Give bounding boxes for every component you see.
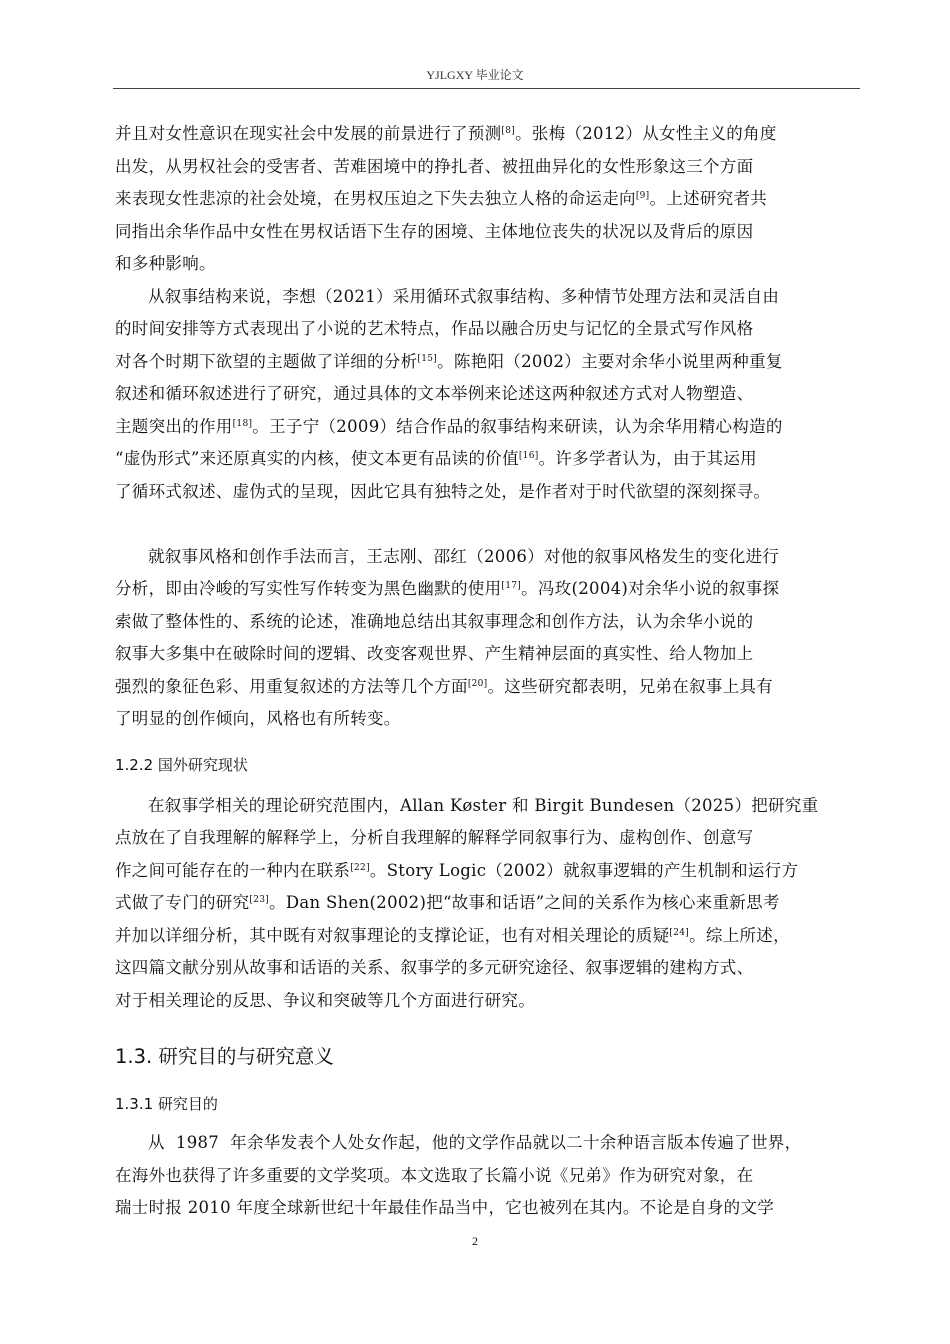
paragraph-female-consciousness [115, 118, 860, 281]
citation-ref: [16] [518, 451, 539, 461]
text-line: 在叙事学相关的理论研究范围内，Allan Køster 和 Birgit Bundesen（2025）把研究重 [148, 795, 819, 815]
heading-spacer [115, 736, 860, 754]
text-line: 和多种影响。 [115, 254, 216, 273]
paragraph-foreign-research [115, 790, 860, 1018]
text-line: 主题突出的作用[18]。王子宁（2009）结合作品的叙事结构来研读，认为余华用精心构造的 [115, 416, 783, 436]
citation-ref: [23] [249, 895, 270, 905]
text-line: 作之间可能存在的一种内在联系[22]。Story Logic（2002）就叙事逻辑的产生机制和运行方 [115, 860, 799, 880]
section-heading-1-3: 1.3. 研究目的与研究意义 [115, 1045, 334, 1068]
text-line: 索做了整体性的、系统的论述，准确地总结出其叙事理念和创作方法，认为余华小说的 [115, 611, 754, 631]
page-number: 2 [472, 1234, 478, 1248]
text-line: 并加以详细分析，其中既有对叙事理论的支撑论证，也有对相关理论的质疑[24]。综上所述， [115, 925, 790, 945]
text-line: 就叙事风格和创作手法而言，王志刚、邵红（2006）对他的叙事风格发生的变化进行 [148, 546, 780, 566]
text-line: 瑞士时报 2010 年度全球新世纪十年最佳作品当中，它也被列在其内。不论是自身的文学 [115, 1198, 775, 1217]
text-line: 来表现女性悲凉的社会处境，在男权压迫之下失去独立人格的命运走向[9]。上述研究者共 [115, 189, 768, 208]
text-line: 式做了专门的研究[23]。Dan Shen(2002)把“故事和话语”之间的关系作为核心来重新思考 [115, 893, 780, 912]
text-line: 这四篇文献分别从故事和话语的关系、叙事学的多元研究途径、叙事逻辑的建构方式、 [115, 958, 754, 977]
heading-spacer [115, 1017, 860, 1041]
citation-ref: [22] [350, 862, 370, 873]
heading-spacer [115, 775, 860, 790]
section-heading-1-3-1: 1.3.1 研究目的 [115, 1095, 218, 1113]
page-body [115, 118, 860, 1225]
citation-ref: [18] [232, 418, 253, 429]
header-title: YJLGXY 毕业论文 [426, 68, 524, 82]
text-line: 了循环式叙述、虚伪式的呈现，因此它具有独特之处，是作者对于时代欲望的深刻探寻。 [115, 481, 771, 501]
text-line: 的时间安排等方式表现出了小说的艺术特点，作品以融合历史与记忆的全景式写作风格 [115, 319, 754, 338]
text-line: 从叙事结构来说，李想（2021）采用循环式叙事结构、多种情节处理方法和灵活自由 [148, 286, 780, 306]
paragraph-narrative-style [115, 541, 860, 736]
text-line: 了明显的创作倾向，风格也有所转变。 [115, 709, 401, 728]
text-line: 分析，即由冷峻的写实性写作转变为黑色幽默的使用[17]。冯玫(2004)对余华小说的叙事探 [115, 579, 780, 598]
citation-ref: [20] [467, 678, 488, 689]
citation-ref: [8] [501, 126, 516, 136]
text-line: 同指出余华作品中女性在男权话语下生存的困境、主体地位丧失的状况以及背后的原因 [115, 221, 754, 241]
heading-spacer [115, 1114, 860, 1127]
text-line: 叙事大多集中在破除时间的逻辑、改变客观世界、产生精神层面的真实性、给人物加上 [115, 644, 754, 663]
text-line: “虚伪形式”来还原真实的内核，使文本更有品读的价值[16]。许多学者认为，由于其运用 [115, 449, 757, 468]
header-rule [113, 88, 860, 89]
text-line: 在海外也获得了许多重要的文学奖项。本文选取了长篇小说《兄弟》作为研究对象，在 [115, 1165, 754, 1185]
citation-ref: [9] [635, 191, 650, 201]
paragraph-gap [115, 508, 860, 541]
citation-ref: [15] [417, 353, 438, 364]
text-line: 出发，从男权社会的受害者、苦难困境中的挣扎者、被扭曲异化的女性形象这三个方面 [115, 156, 754, 176]
section-heading-1-2-2: 1.2.2 国外研究现状 [115, 755, 248, 774]
text-line: 对于相关理论的反思、争议和突破等几个方面进行研究。 [115, 990, 535, 1010]
text-line: 并且对女性意识在现实社会中发展的前景进行了预测[8]。张梅（2012）从女性主义的角度 [115, 124, 777, 143]
text-line: 强烈的象征色彩、用重复叙述的方法等几个方面[20]。这些研究都表明，兄弟在叙事上具有 [115, 676, 774, 696]
text-line: 从 1987 年余华发表个人处女作起，他的文学作品就以二十余种语言版本传遍了世界， [148, 1133, 802, 1152]
text-line: 叙述和循环叙述进行了研究，通过具体的文本举例来论述这两种叙述方式对人物塑造、 [115, 384, 754, 403]
citation-ref: [24] [669, 927, 690, 938]
text-line: 对各个时期下欲望的主题做了详细的分析[15]。陈艳阳（2002）主要对余华小说里两种重复 [115, 351, 783, 371]
citation-ref: [17] [501, 581, 522, 591]
heading-spacer [115, 1069, 860, 1093]
paragraph-research-purpose [115, 1127, 860, 1225]
page-header [0, 66, 950, 83]
paragraph-narrative-structure [115, 281, 860, 509]
text-line: 点放在了自我理解的解释学上，分析自我理解的解释学同叙事行为、虚构创作、创意写 [115, 828, 754, 847]
page-footer [0, 1234, 950, 1249]
